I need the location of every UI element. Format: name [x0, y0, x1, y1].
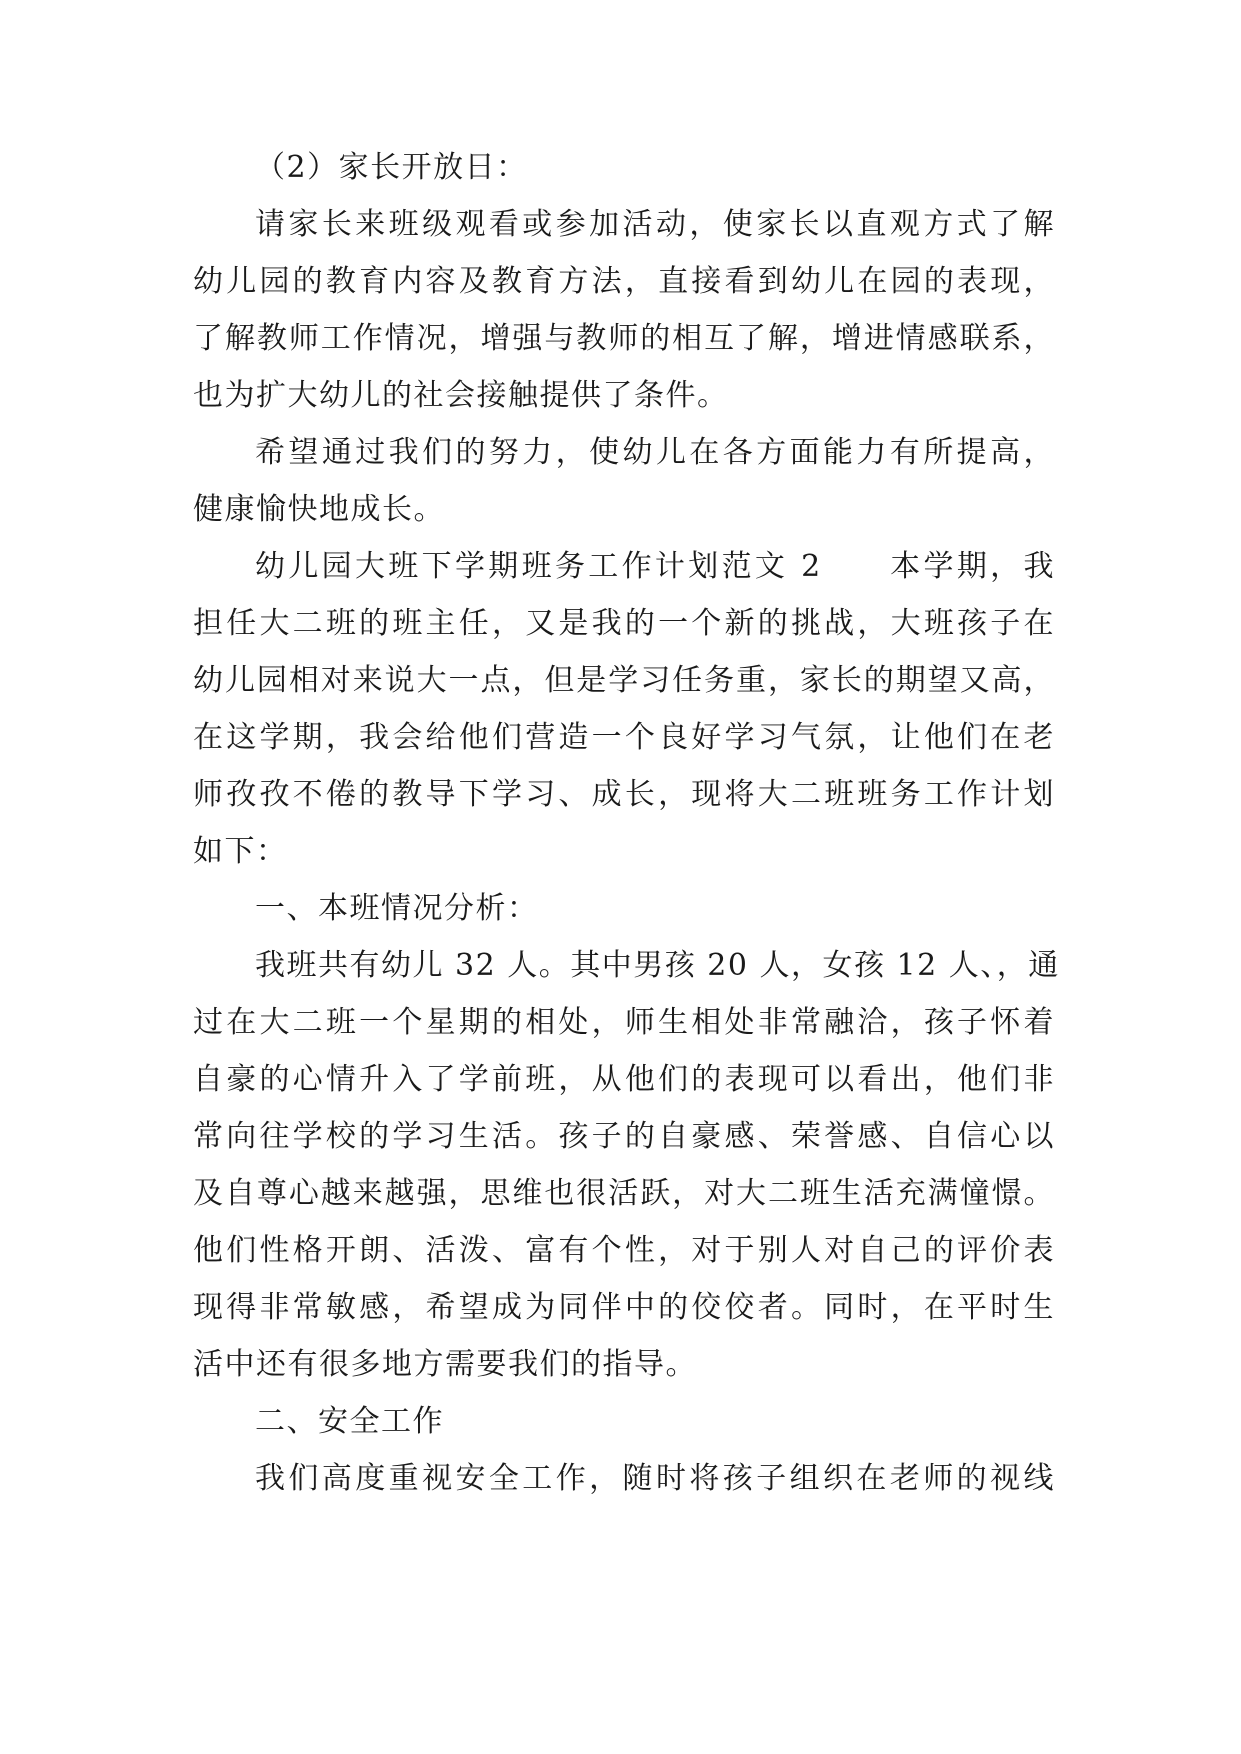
paragraph-line: 健康愉快地成长。: [193, 492, 445, 527]
paragraph-line: 如下：: [193, 834, 288, 869]
paragraph-line: 希望通过我们的努力，使幼儿在各方面能力有所提高，: [255, 435, 1055, 470]
paragraph-line: 自豪的心情升入了学前班，从他们的表现可以看出，他们非: [193, 1062, 1055, 1097]
paragraph-line: 及自尊心越来越强，思维也很活跃，对大二班生活充满憧憬。: [193, 1176, 1055, 1211]
heading-class-analysis: 一、本班情况分析：: [255, 891, 539, 926]
paragraph-line: 也为扩大幼儿的社会接触提供了条件。: [193, 378, 729, 413]
paragraph-line: 现得非常敏感，希望成为同伴中的佼佼者。同时，在平时生: [193, 1290, 1055, 1325]
paragraph-line: 担任大二班的班主任，又是我的一个新的挑战，大班孩子在: [193, 606, 1055, 641]
paragraph-line: 活中还有很多地方需要我们的指导。: [193, 1347, 697, 1382]
paragraph-line: 他们性格开朗、活泼、富有个性，对于别人对自己的评价表: [193, 1233, 1055, 1268]
heading-safety-work: 二、安全工作: [255, 1404, 444, 1439]
section-title-line: 幼儿园大班下学期班务工作计划范文 2 本学期，我: [255, 549, 1055, 584]
heading-parent-open-day: （2）家长开放日：: [255, 150, 528, 185]
paragraph-line: 师孜孜不倦的教导下学习、成长，现将大二班班务工作计划: [193, 777, 1055, 812]
paragraph-line: 过在大二班一个星期的相处，师生相处非常融洽，孩子怀着: [193, 1005, 1055, 1040]
paragraph-line: 请家长来班级观看或参加活动，使家长以直观方式了解: [255, 207, 1055, 242]
paragraph-line: 幼儿园相对来说大一点，但是学习任务重，家长的期望又高，: [193, 663, 1055, 698]
paragraph-line: 我班共有幼儿 32 人。其中男孩 20 人，女孩 12 人、，通: [255, 948, 1060, 983]
paragraph-line: 我们高度重视安全工作，随时将孩子组织在老师的视线: [255, 1461, 1055, 1496]
paragraph-line: 了解教师工作情况，增强与教师的相互了解，增进情感联系，: [193, 321, 1055, 356]
paragraph-line: 在这学期，我会给他们营造一个良好学习气氛，让他们在老: [193, 720, 1055, 755]
paragraph-line: 常向往学校的学习生活。孩子的自豪感、荣誉感、自信心以: [193, 1119, 1055, 1154]
paragraph-line: 幼儿园的教育内容及教育方法，直接看到幼儿在园的表现，: [193, 264, 1055, 299]
